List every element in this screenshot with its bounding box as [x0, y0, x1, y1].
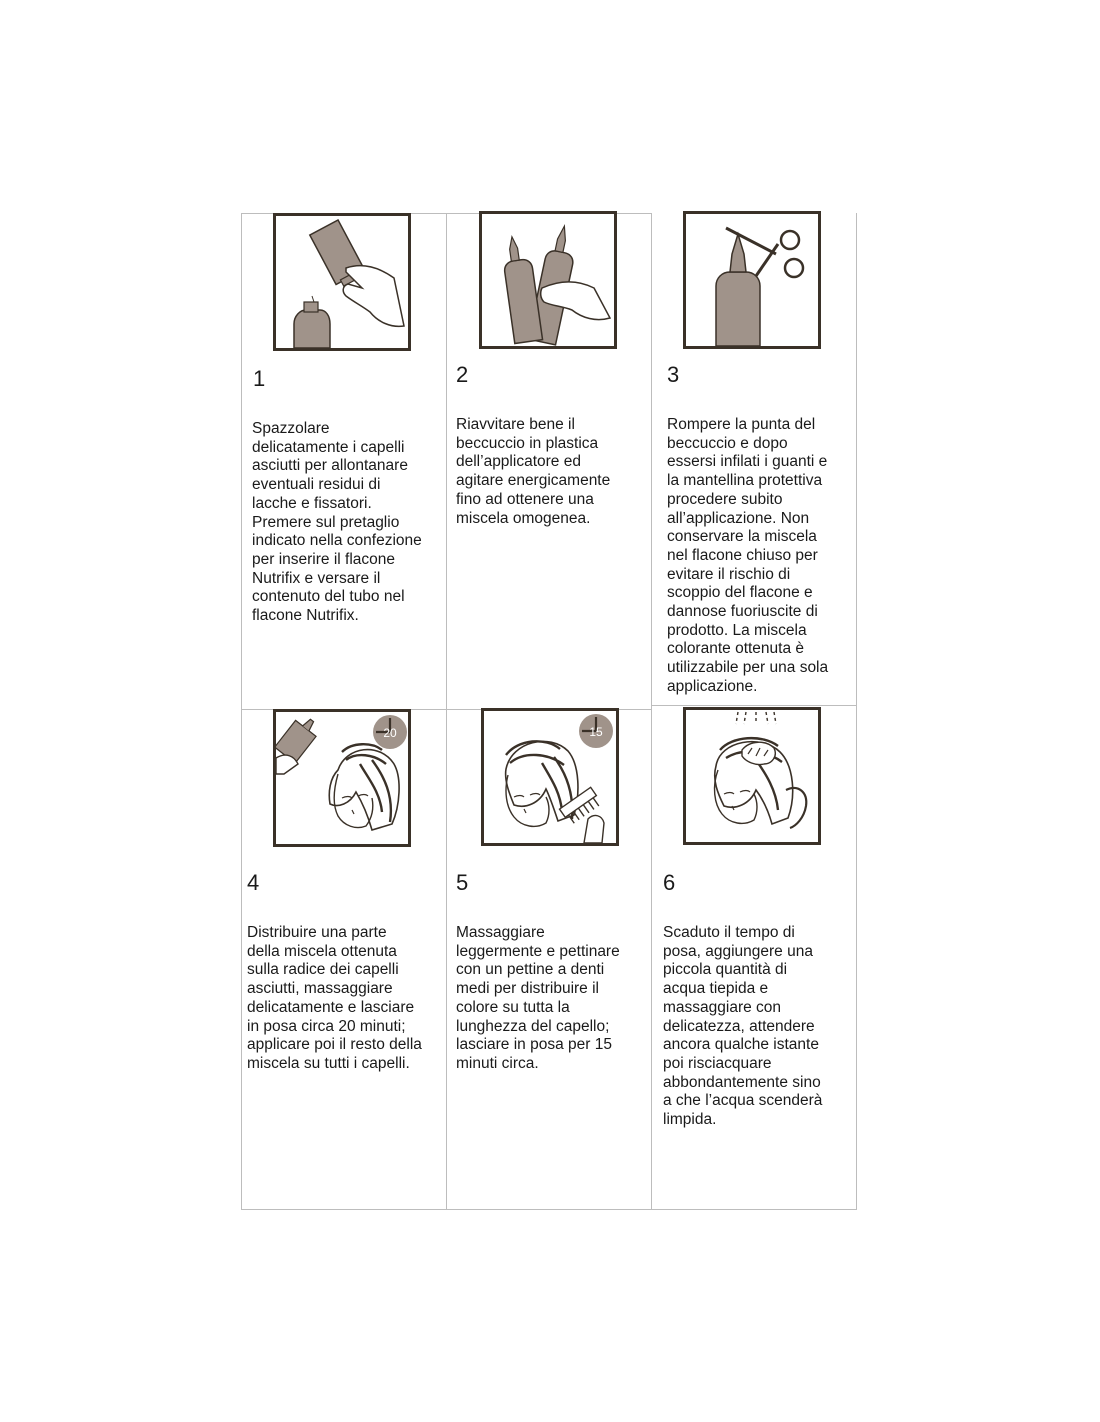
step-1-cell [241, 213, 446, 709]
grid-line [241, 1209, 857, 1210]
rinsing-hair-icon [683, 707, 821, 845]
step-number: 2 [456, 362, 469, 387]
step-description: Scaduto il tempo di posa, aggiungere una piccola quantità di acqua tiepida e massaggiare con delicatezza, attendere ancora qualche istante poi risciacquare abbondantemente sino a che l’acqua scenderà limpida. [663, 924, 823, 1129]
applying-to-roots-icon [273, 709, 411, 847]
instruction-grid [241, 213, 857, 1210]
timer-label: 15 [589, 725, 603, 739]
step-number: 4 [247, 870, 260, 895]
step-number: 5 [456, 870, 469, 895]
combing-hair-icon [481, 708, 619, 846]
step-number: 6 [663, 870, 676, 895]
step-4-cell [241, 709, 446, 1209]
scissors-cutting-nozzle-icon [683, 211, 821, 349]
step-description: Spazzolare delicatamente i capelli asciutti per allontanare eventuali residui di lacche e fissatori. Premere sul pretaglio indicato nella confezione per inserire il flacone Nutrifix e versare il contenuto del tubo nel flacone Nutrifix. [252, 420, 422, 625]
step-description: Massaggiare leggermente e pettinare con un pettine a denti medi per distribuire il colore su tutta la lunghezza del capello; lasciare in posa per 15 minuti circa. [456, 924, 620, 1072]
step-2-cell [446, 213, 651, 709]
step-number: 1 [253, 366, 266, 391]
step-5-cell [446, 709, 651, 1209]
step-description: Riavvitare bene il beccuccio in plastica dell’applicatore ed agitare energicamente fino ad ottenere una miscela omogenea. [456, 416, 611, 527]
step-3-cell [651, 213, 856, 705]
timer-label: 20 [383, 726, 397, 740]
step-description: Rompere la punta del beccuccio e dopo essersi infilati i guanti e la mantellina protettiva procedere subito all’applicazione. Non conservare la miscela nel flacone chiuso per evitare il rischio di scoppio del flacone e dannose fuoriuscite di prodotto. La miscela colorante ottenuta è utilizzabile per una sola applicazione. [667, 416, 829, 695]
hand-shaking-bottle-icon [479, 211, 617, 349]
step-number: 3 [667, 362, 680, 387]
step-6-cell [651, 705, 856, 1209]
grid-line [856, 213, 857, 1210]
hand-pouring-tube-into-bottle-icon [273, 213, 411, 351]
step-description: Distribuire una parte della miscela ottenuta sulla radice dei capelli asciutti, massaggiare delicatamente e lasciare in posa circa 20 minuti; applicare poi il resto della miscela su tutti i capelli. [247, 924, 422, 1072]
